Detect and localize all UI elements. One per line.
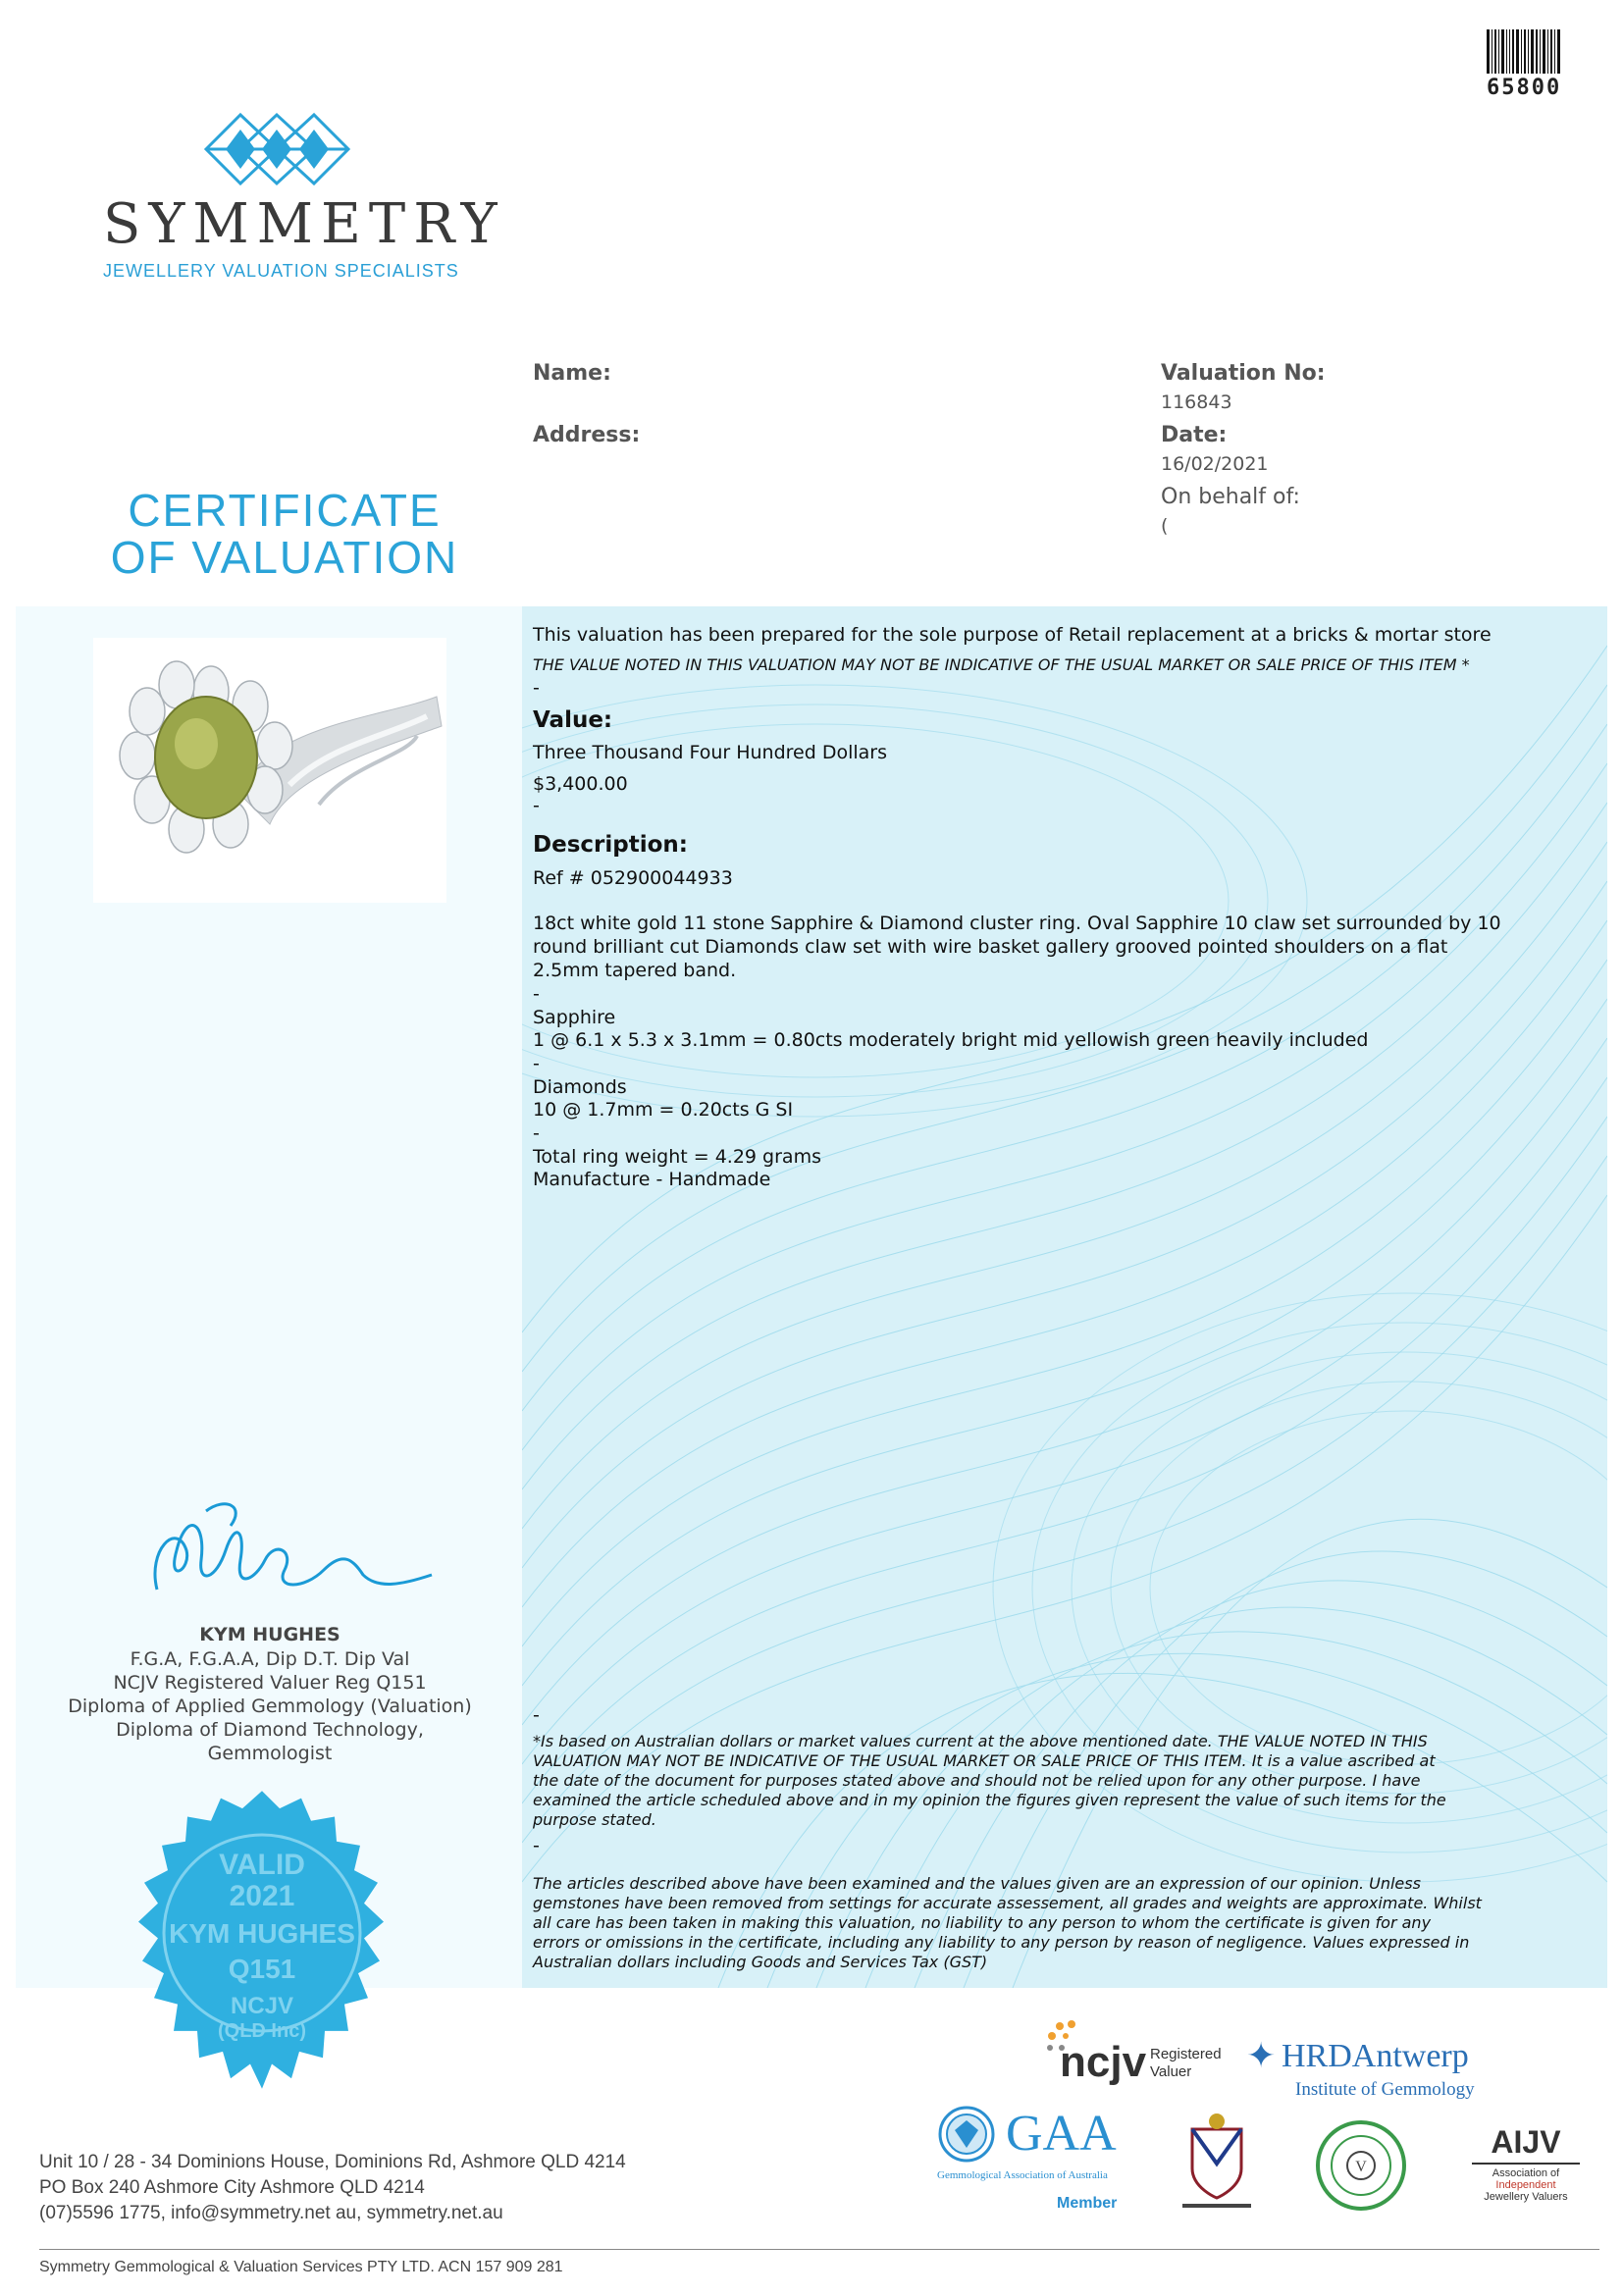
note1-line: purpose stated. xyxy=(533,1810,656,1829)
certificate-title-line2: OF VALUATION xyxy=(110,532,459,583)
ncjv-sub1: Registered xyxy=(1150,2046,1222,2062)
barcode xyxy=(1487,29,1575,103)
note2-line: Australian dollars including Goods and Services Tax (GST) xyxy=(533,1953,988,1971)
seal-reg: Q151 xyxy=(228,1954,296,1984)
gaa-emblem-icon xyxy=(937,2105,996,2164)
barcode-number: 65800 xyxy=(1487,76,1562,100)
purpose-text: This valuation has been prepared for the sole purpose of Retail replacement at a bricks & mortar store xyxy=(533,624,1492,646)
footer-contact: (07)5596 1775, info@symmetry.net au, symmetry.net.au xyxy=(39,2203,503,2223)
sapphire-heading: Sapphire xyxy=(533,1007,616,1028)
note2-line: all care has been taken in making this valuation, no liability to any person to whom the certificate is given for any xyxy=(533,1913,1432,1932)
separator-dash: - xyxy=(533,983,540,1005)
ncjv-sub2: Valuer xyxy=(1150,2063,1192,2080)
hrd-sub: Institute of Gemmology xyxy=(1295,2079,1475,2100)
address-label: Address: xyxy=(533,423,641,447)
aijv-sub3: Jewellery Valuers xyxy=(1484,2191,1568,2203)
note2-line: gemstones have been removed from settings for accurate assessement, all grades and weights are approximate. Whilst xyxy=(533,1894,1482,1912)
description-line: 2.5mm tapered band. xyxy=(533,960,737,981)
behalf-label: On behalf of: xyxy=(1161,485,1300,509)
note1-line: VALUATION MAY NOT BE INDICATIVE OF THE USUAL MARKET OR SALE PRICE OF THIS ITEM. It is a value ascribed at xyxy=(533,1751,1436,1770)
manufacture: Manufacture - Handmade xyxy=(533,1169,771,1190)
svg-text:V: V xyxy=(1355,2159,1367,2175)
gaa-member: Member xyxy=(1057,2195,1118,2212)
valuation-no-label: Valuation No: xyxy=(1161,361,1326,386)
gemmological-crest-icon xyxy=(1173,2110,1261,2218)
seal-valid: VALID xyxy=(219,1849,305,1881)
seal-state: (QLD Inc) xyxy=(218,2020,306,2042)
separator-dash: - xyxy=(533,1704,540,1726)
description-line: 18ct white gold 11 stone Sapphire & Diamond cluster ring. Oval Sapphire 10 claw set surrounded by 10 xyxy=(533,913,1501,934)
barcode-bars xyxy=(1487,29,1575,74)
footer-po-box: PO Box 240 Ashmore City Ashmore QLD 4214 xyxy=(39,2177,425,2198)
footer-company: Symmetry Gemmological & Valuation Services PTY LTD. ACN 157 909 281 xyxy=(39,2259,563,2275)
seal-org: NCJV xyxy=(230,1993,294,2019)
hrd-logo xyxy=(1246,2036,1541,2105)
aijv-logo xyxy=(1462,2124,1590,2222)
ncjv-logo xyxy=(1040,2016,1256,2095)
ncjv-text: ncjv xyxy=(1060,2038,1147,2086)
ncjv-seal xyxy=(93,1747,432,2119)
valuer-registration: NCJV Registered Valuer Reg Q151 xyxy=(113,1672,427,1694)
valuer-diploma: Diploma of Applied Gemmology (Valuation) xyxy=(68,1696,472,1717)
ring-photo xyxy=(93,638,446,903)
separator-dash: - xyxy=(533,1122,540,1144)
gaa-sub: Gemmological Association of Australia xyxy=(937,2169,1108,2181)
note2-line: The articles described above have been examined and the values given are an expression of our opinion. Unless xyxy=(533,1874,1421,1893)
symmetry-logo-icon xyxy=(196,110,358,188)
hrd-text: HRDAntwerp xyxy=(1282,2038,1469,2074)
certificate-title-line1: CERTIFICATE xyxy=(128,485,442,536)
ring-weight: Total ring weight = 4.29 grams xyxy=(533,1146,821,1168)
valuers-seal-icon xyxy=(1315,2119,1408,2213)
valuer-diploma: Diploma of Diamond Technology, xyxy=(116,1719,424,1741)
valuer-title: Gemmologist xyxy=(207,1743,333,1764)
valuer-name: KYM HUGHES xyxy=(199,1624,340,1645)
behalf-value: ( xyxy=(1161,515,1169,537)
note2-line: errors or omissions in the certificate, including any liability to any person by reason of negligence. Values expressed in xyxy=(533,1933,1470,1952)
aijv-sub2: Independent xyxy=(1495,2179,1556,2191)
aijv-text: AIJV xyxy=(1491,2124,1561,2160)
date-value: 16/02/2021 xyxy=(1161,453,1269,475)
separator-dash: - xyxy=(533,1053,540,1074)
diamonds-heading: Diamonds xyxy=(533,1076,627,1098)
brand-tagline: JEWELLERY VALUATION SPECIALISTS xyxy=(103,261,459,281)
star-icon: ✦ xyxy=(1246,2036,1277,2076)
name-label: Name: xyxy=(533,361,611,386)
description-heading: Description: xyxy=(533,832,688,858)
aijv-sub1: Association of xyxy=(1492,2167,1560,2179)
certificate-title xyxy=(88,487,481,581)
signature xyxy=(137,1491,451,1609)
note1-line: *Is based on Australian dollars or market values current at the above mentioned date. THE VALUE NOTED IN THIS xyxy=(533,1732,1428,1750)
valuer-credentials: F.G.A, F.G.A.A, Dip D.T. Dip Val xyxy=(130,1648,410,1670)
sapphire-detail: 1 @ 6.1 x 5.3 x 3.1mm = 0.80cts moderately bright mid yellowish green heavily included xyxy=(533,1029,1369,1051)
disclaimer-caps: THE VALUE NOTED IN THIS VALUATION MAY NOT BE INDICATIVE OF THE USUAL MARKET OR SALE PRICE OF THIS ITEM * xyxy=(533,655,1470,674)
footer-address: Unit 10 / 28 - 34 Dominions House, Dominions Rd, Ashmore QLD 4214 xyxy=(39,2152,626,2172)
footer-divider xyxy=(39,2249,1599,2250)
gaa-text: GAA xyxy=(1006,2106,1117,2162)
reference-number: Ref # 052900044933 xyxy=(533,867,733,889)
gaa-logo xyxy=(937,2105,1133,2222)
separator-dash: - xyxy=(533,1835,540,1856)
brand-name: SYMMETRY xyxy=(103,192,505,256)
value-words: Three Thousand Four Hundred Dollars xyxy=(533,742,888,763)
separator-dash: - xyxy=(533,795,540,816)
seal-year: 2021 xyxy=(229,1880,295,1912)
seal-name: KYM HUGHES xyxy=(169,1918,355,1949)
valuation-no: 116843 xyxy=(1161,391,1232,413)
diamonds-detail: 10 @ 1.7mm = 0.20cts G SI xyxy=(533,1099,794,1121)
note1-line: examined the article scheduled above and in my opinion the figures given represent the value of such items for the xyxy=(533,1791,1446,1809)
date-label: Date: xyxy=(1161,423,1228,447)
value-heading: Value: xyxy=(533,707,613,733)
value-amount: $3,400.00 xyxy=(533,773,628,795)
note1-line: the date of the document for purposes stated above and should not be relied upon for any other purpose. I have xyxy=(533,1771,1421,1790)
description-line: round brilliant cut Diamonds claw set with wire basket gallery grooved pointed shoulders on a flat xyxy=(533,936,1448,958)
separator-dash: - xyxy=(533,677,540,699)
